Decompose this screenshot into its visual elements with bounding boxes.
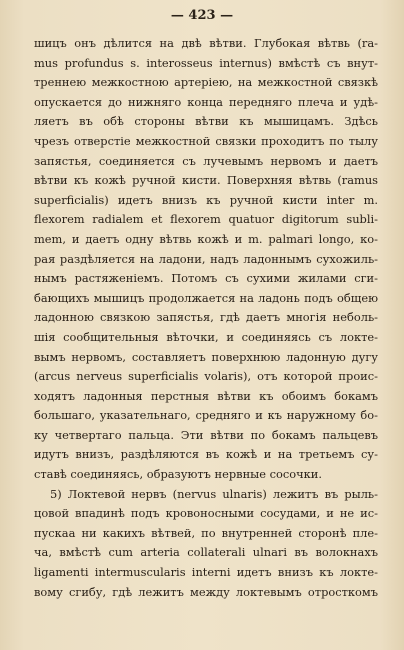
text-line: ладонною связкою запястья, гдѣ даетъ многія неболь-	[34, 310, 378, 325]
text-line: идутъ внизъ, раздѣляются въ кожѣ и на третьемъ су-	[34, 447, 378, 462]
page-number: — 423 —	[170, 8, 234, 23]
text-line: 5) Локтевой нервъ (nervus ulnaris) лежитъ въ рыль-	[50, 486, 378, 501]
text-line: запястья, соединяется съ лучевымъ нервомъ и даетъ	[34, 153, 378, 168]
text-line: вѣтви къ кожѣ ручной кисти. Поверхняя вѣтвь (ramus	[34, 173, 378, 188]
text-line: большаго, указательнаго, средняго и къ наружному бо-	[34, 408, 378, 423]
text-line: бающихъ мышицъ продолжается на ладонь подъ общею	[34, 290, 378, 305]
text-line: цовой впадинѣ подъ кровоносными сосудами, и не ис-	[34, 506, 378, 521]
text-line: ставѣ соединяясь, образуютъ нервные сосочки.	[34, 467, 322, 482]
text-line: треннею межкостною артеріею, на межкостной связкѣ	[34, 75, 378, 90]
text-line: нымъ растяженіемъ. Потомъ съ сухими жилами сги-	[34, 271, 378, 286]
text-line: чрезъ отверстіе межкостной связки проходитъ по тылу	[34, 133, 378, 148]
text-line: шія сообщительныя вѣточки, и соединяясь съ локте-	[34, 329, 378, 344]
text-line: пускаа ни какихъ вѣтвей, по внутренней сторонѣ пле-	[34, 525, 378, 540]
text-line: mus profundus s. interosseus internus) вмѣстѣ съ внут-	[34, 55, 378, 70]
text-line: вому сгибу, гдѣ лежитъ между локтевымъ отросткомъ	[34, 584, 378, 599]
text-line: mem, и даетъ одну вѣтвь кожѣ и m. palmari longo, ко-	[34, 231, 378, 246]
text-line: шицъ онъ дѣлится на двѣ вѣтви. Глубокая вѣтвь (ra-	[34, 36, 378, 50]
text-line: опускается до нижняго конца передняго плеча и удѣ-	[34, 94, 378, 109]
text-line: вымъ нервомъ, составляетъ поверхнюю ладонную дугу	[34, 349, 378, 364]
text-line: ligamenti intermuscularis interni идетъ внизъ къ локте-	[34, 565, 378, 580]
text-line: flexorem radialem et flexorem quatuor digitorum subli-	[34, 212, 378, 227]
text-line: рая раздѣляется на ладони, надъ ладоннымъ сухожиль-	[34, 251, 378, 266]
text-line: ляетъ въ обѣ стороны вѣтви къ мышицамъ. Здѣсь	[34, 114, 378, 129]
body-text	[34, 34, 378, 602]
text-line: superficialis) идетъ внизъ къ ручной кисти inter m.	[34, 192, 378, 207]
text-line: ча, вмѣстѣ cum arteria collaterali ulnari въ волокнахъ	[34, 545, 378, 560]
text-line: (arcus nerveus superficialis volaris), отъ которой проис-	[34, 369, 378, 384]
text-line: ходятъ ладонныя перстныя вѣтви къ обоимъ бокамъ	[34, 388, 378, 403]
text-line: ку четвертаго пальца. Эти вѣтви по бокамъ пальцевъ	[34, 427, 378, 442]
